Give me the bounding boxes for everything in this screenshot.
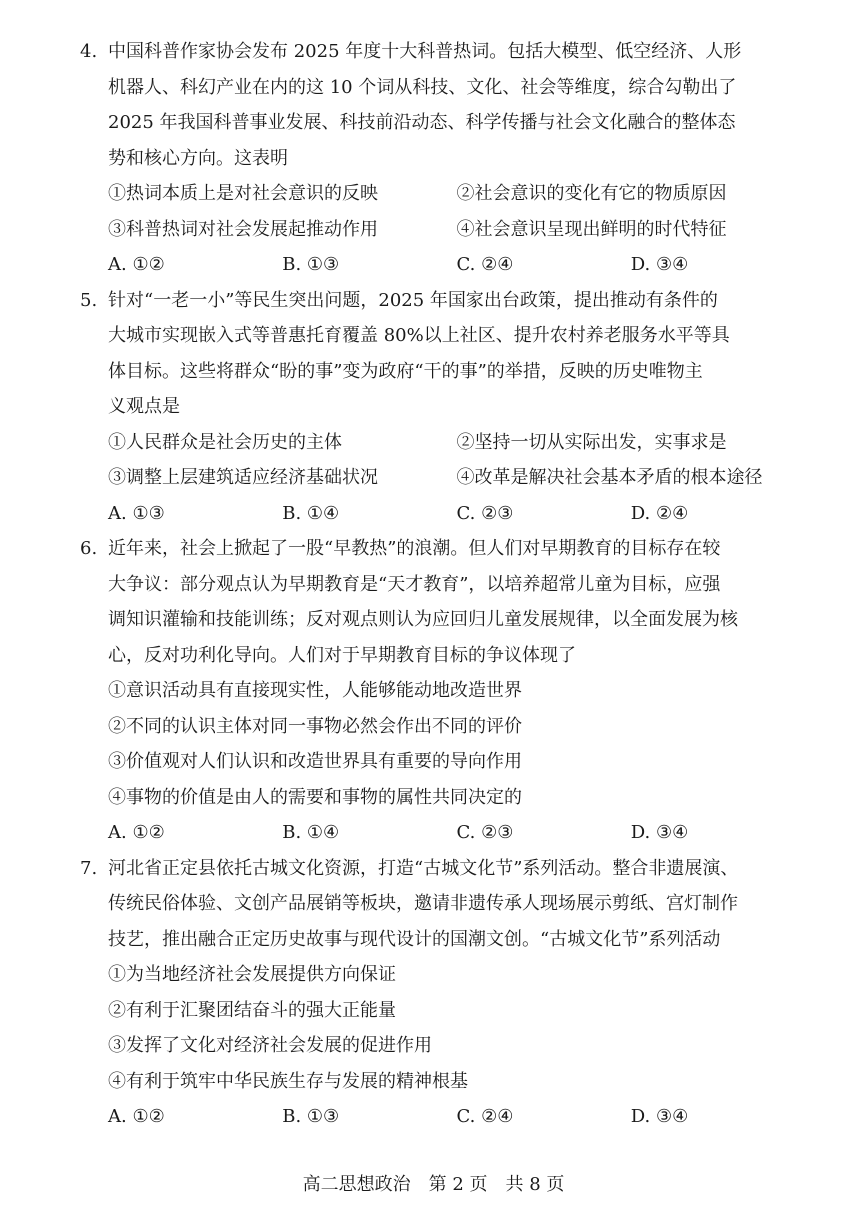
answer-choice-b: B. ①③ — [282, 254, 340, 275]
answer-choice-a: A. ①② — [108, 822, 165, 843]
statement-option: ①人民群众是社会历史的主体 — [108, 431, 342, 453]
question-6 — [80, 531, 805, 851]
answer-choice-b: B. ①④ — [282, 502, 340, 524]
answer-choice-c: C. ②④ — [456, 254, 514, 275]
statement-option: ④事物的价值是由人的需要和事物的属性共同决定的 — [108, 786, 522, 808]
statement-option: ②不同的认识主体对同一事物必然会作出不同的评价 — [108, 715, 522, 737]
statement-option: ③价值观对人们认识和改造世界具有重要的导向作用 — [108, 751, 522, 772]
statement-option: ③科普热词对社会发展起推动作用 — [108, 218, 378, 240]
statement-options — [80, 673, 805, 815]
answer-choice-a: A. ①③ — [108, 502, 165, 524]
statement-options — [80, 957, 805, 1099]
statement-options — [80, 176, 805, 247]
question-stem — [80, 283, 805, 425]
stem-line: 心，反对功利化导向。人们对于早期教育目标的争议体现了 — [108, 644, 576, 666]
stem-line: 义观点是 — [108, 396, 180, 417]
stem-line: 技艺，推出融合正定历史故事与现代设计的国潮文创。“古城文化节”系列活动 — [108, 928, 721, 950]
answer-choices — [80, 1099, 805, 1135]
statement-option: ②有利于汇聚团结奋斗的强大正能量 — [108, 999, 396, 1021]
stem-line: 河北省正定县依托古城文化资源，打造“古城文化节”系列活动。整合非遗展演、 — [108, 857, 739, 879]
statement-option: ④社会意识呈现出鲜明的时代特征 — [456, 218, 727, 240]
question-number: 6. — [80, 538, 98, 559]
statement-option: ③发挥了文化对经济社会发展的促进作用 — [108, 1035, 432, 1056]
statement-option: ②坚持一切从实际出发，实事求是 — [456, 431, 727, 453]
stem-line: 中国科普作家协会发布 2025 年度十大科普热词。包括大模型、低空经济、人形 — [108, 41, 742, 62]
question-4 — [80, 34, 805, 283]
question-7 — [80, 851, 805, 1135]
answer-choice-d: D. ③④ — [630, 254, 689, 275]
statement-option: ④改革是解决社会基本矛盾的根本途径 — [456, 467, 763, 488]
stem-line: 势和核心方向。这表明 — [108, 147, 288, 169]
answer-choice-c: C. ②④ — [456, 1106, 514, 1127]
statement-option: ④有利于筑牢中华民族生存与发展的精神根基 — [108, 1070, 468, 1092]
statement-option: ①意识活动具有直接现实性，人能够能动地改造世界 — [108, 680, 522, 701]
stem-line: 体目标。这些将群众“盼的事”变为政府“干的事”的举措，反映的历史唯物主 — [108, 360, 703, 382]
question-stem — [80, 851, 805, 958]
question-number: 5. — [80, 289, 98, 311]
answer-choices — [80, 815, 805, 851]
answer-choices — [80, 247, 805, 283]
question-stem — [80, 34, 805, 176]
stem-line: 调知识灌输和技能训练；反对观点则认为应回归儿童发展规律，以全面发展为核 — [108, 609, 738, 630]
statement-option: ②社会意识的变化有它的物质原因 — [456, 183, 727, 204]
answer-choice-b: B. ①④ — [282, 822, 340, 843]
stem-line: 2025 年我国科普事业发展、科技前沿动态、科学传播与社会文化融合的整体态 — [108, 112, 736, 133]
answer-choice-d: D. ③④ — [630, 822, 689, 843]
statement-options — [80, 425, 805, 496]
answer-choice-d: D. ②④ — [630, 502, 689, 524]
stem-line: 大争议：部分观点认为早期教育是“天才教育”，以培养超常儿童为目标，应强 — [108, 573, 721, 595]
statement-option: ③调整上层建筑适应经济基础状况 — [108, 467, 378, 488]
answer-choice-d: D. ③④ — [630, 1106, 689, 1127]
answer-choice-a: A. ①② — [108, 254, 165, 275]
stem-line: 近年来，社会上掀起了一股“早教热”的浪潮。但人们对早期教育的目标存在较 — [108, 538, 721, 559]
statement-option: ①为当地经济社会发展提供方向保证 — [108, 964, 396, 985]
answer-choice-c: C. ②③ — [456, 822, 514, 843]
stem-line: 传统民俗体验、文创产品展销等板块，邀请非遗传承人现场展示剪纸、宫灯制作 — [108, 893, 738, 914]
stem-line: 大城市实现嵌入式等普惠托育覆盖 80%以上社区、提升农村养老服务水平等具 — [108, 325, 730, 346]
answer-choice-c: C. ②③ — [456, 502, 514, 524]
page-footer: 高二思想政治 第 2 页 共 8 页 — [302, 1174, 565, 1195]
stem-line: 针对“一老一小”等民生突出问题，2025 年国家出台政策，提出推动有条件的 — [108, 289, 718, 311]
question-number: 4. — [80, 41, 98, 62]
answer-choice-a: A. ①② — [108, 1106, 165, 1127]
question-5 — [80, 283, 805, 532]
answer-choices — [80, 496, 805, 532]
question-number: 7. — [80, 857, 98, 879]
answer-choice-b: B. ①③ — [282, 1106, 340, 1127]
statement-option: ①热词本质上是对社会意识的反映 — [108, 183, 378, 204]
question-stem — [80, 531, 805, 673]
stem-line: 机器人、科幻产业在内的这 10 个词从科技、文化、社会等维度，综合勾勒出了 — [108, 76, 737, 98]
